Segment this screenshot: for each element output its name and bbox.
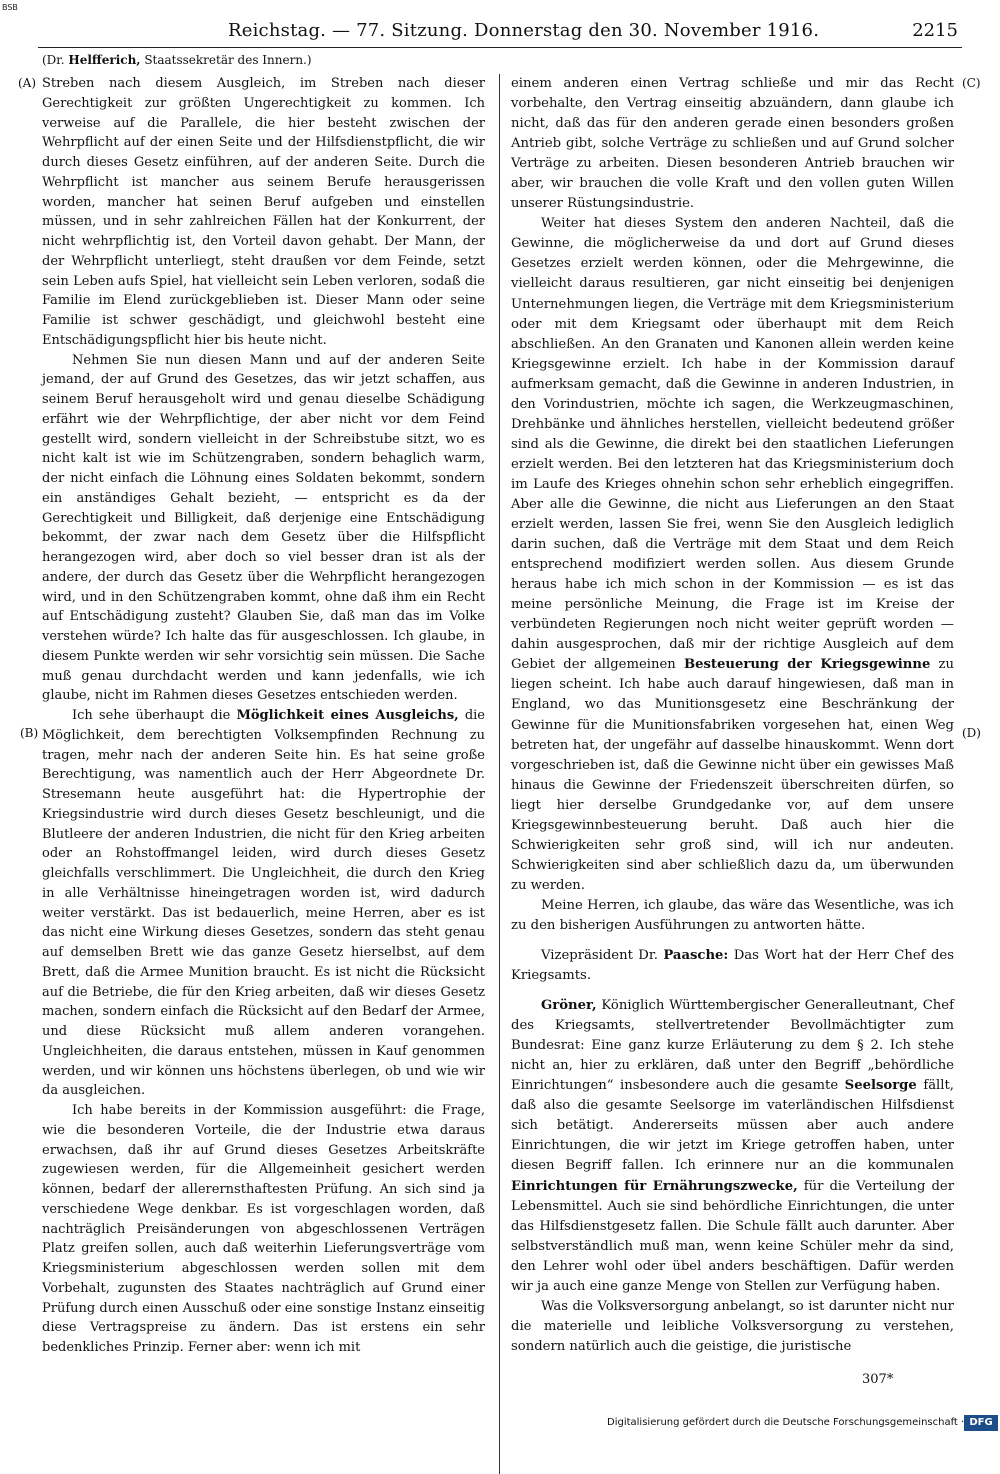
left-column [42,74,485,1358]
paragraph: Meine Herren, ich glaube, das wäre das Wesentliche, was ich zu den bisherigen Ausführungen zu antworten hätte. [511,897,954,933]
paragraph: Was die Volksversorgung anbelangt, so ist darunter nicht nur die materielle und leibliche Volksversorgung zu verstehen, sondern natürlich auch die geistige, die juristische [511,1298,954,1354]
signature-mark: 307* [862,1372,894,1387]
speaker-name: Gröner, [541,998,597,1014]
margin-mark-a: (A) [18,76,37,90]
speaker-name: Paasche: [663,948,729,964]
margin-mark-d: (D) [962,726,981,740]
column-divider [499,74,500,1474]
speaker-name: Helfferich, [68,53,141,67]
margin-mark-c: (C) [962,76,981,90]
emphasis: Einrichtungen für Ernährungszwecke, [511,1178,798,1194]
emphasis: Besteuerung der Kriegsgewinne [683,657,931,673]
header-rule [38,47,962,48]
paragraph: Streben nach diesem Ausgleich, im Streben nach dieser Gerechtigkeit zur größten Ungerechtigkeit zu kommen. Ich verweise auf die Parallele, die hier besteht zwischen der Wehrpflicht auf der einen Seite und der Hilfsdienstpflicht, die wir durch dieses Gesetz einführen, auf der anderen Seite. Durch die Wehrpflicht ist mancher aus seinem Berufe herausgerissen worden, mancher hat seinen Beruf aufgeben und einstellen müssen, und in sehr zahlreichen Fällen hat der Konkurrent, der nicht wehrpflichtig ist, den Vorteil davon gehabt. Der Mann, der der Wehrpflicht unterliegt, steht draußen vor dem Feinde, setzt sein Leben aufs Spiel, hat vielleicht sein Leben verloren, sodaß die Familie im Elend zurückgeblieben ist. Dieser Mann oder seine Familie ist schwer geschädigt, und gleichwohl besteht eine Entschädigungspflicht hier bis heute nicht. [42,76,485,348]
paragraph: Gröner, Königlich Württembergischer Generalleutnant, Chef des Kriegsamts, stellvertretender Bevollmächtigter zum Bundesrat: Eine ganz kurze Erläuterung zu dem § 2. Ich stehe nicht an, hier zu erklären, daß unter den Begriff „behördliche Einrichtungen“ insbesondere auch die gesamte Seelsorge fällt, daß also die gesamte Seelsorge im vaterländischen Hilfsdienst sich betätigt. Andererseits müssen aber auch andere Einrichtungen, die wir jetzt im Kriege getroffen haben, unter diesen Begriff fallen. Ich erinnere nur an die kommunalen Einrichtungen für Ernährungszwecke, für die Verteilung der Lebensmittel. Auch sie sind behördliche Einrichtungen, die unter das Hilfsdienstgesetz fallen. Die Schule fällt auch darunter. Aber selbstverständlich muß man, wenn keine Schüler mehr da sind, den Lehrer wohl oder übel anders beschäftigen. Dafür werden wir ja auch eine ganze Menge von Stellen zur Verfügung haben. [511,998,954,1294]
page-number: 2215 [912,20,958,41]
page-header [0,20,1000,46]
paragraph: Ich habe bereits in der Kommission ausgeführt: die Frage, wie die besonderen Vorteile, die der Industrie etwa daraus erwachsen, daß ihr auf Grund dieses Gesetzes Arbeitskräfte zugewiesen werden, für die Allgemeinheit gesichert werden können, bedarf der allerernsthaftesten Prüfung. An sich sind ja verschiedene Wege denkbar. Es ist vorgeschlagen worden, daß nachträglich Preisänderungen von abgeschlossenen Verträgen Platz greifen sollen, auch daß weiterhin Lieferungsverträge vom Kriegsministerium abgeschlossen werden sollen mit dem Vorbehalt, zugunsten des Staates nachträglich auf Grund einer Prüfung durch einen Ausschuß oder eine sonstige Instanz einseitig diese Vertragspreise zu ändern. Das ist erstens ein sehr bedenkliches Prinzip. Ferner aber: wenn ich mit [42,1103,485,1355]
paragraph: Weiter hat dieses System den anderen Nachteil, daß die Gewinne, die möglicherweise da und dort auf Grund dieses Gesetzes erzielt werden können, oder die Mehrgewinne, die vielleicht daraus resultieren, gar nicht einseitig bei denjenigen Unternehmungen liegen, die Verträge mit dem Kriegsministerium oder mit dem Kriegsamt oder überhaupt mit dem Reich abschließen. An den Granaten und Kanonen allein werden keine Kriegsgewinne erzielt. Ich habe in der Kommission darauf aufmerksam gemacht, daß die Gewinne in anderen Industrien, in den Vorindustrien, möchte ich sagen, die Werkzeugmaschinen, Drehbänke und ähnliches herstellen, vielleicht bedeutend größer sind als die Gewinne, die direkt bei den staatlichen Lieferungen erzielt werden. Bei den letzteren hat das Kriegsministerium doch im Laufe des Krieges ohnehin schon sehr erheblich eingegriffen. Aber alle die Gewinne, die nicht aus Lieferungen an den Staat erzielt werden, lassen Sie frei, wenn Sie den Ausgleich lediglich darin suchen, daß die Verträge mit dem Staat und dem Reich entsprechend modifiziert werden sollen. Aus diesem Grunde heraus habe ich mich schon in der Kommission — es ist das meine persönliche Meinung, die Frage ist im Kreise der verbündeten Regierungen noch nicht weiter geprüft worden — dahin ausgesprochen, daß mir der richtige Ausgleich auf dem Gebiet der allgemeinen Besteuerung der Kriegsgewinne zu liegen scheint. Ich habe auch darauf hingewiesen, daß man in England, wo das Munitionsgesetz eine Beschränkung der Gewinne für die Munitionsfabriken vorgesehen hat, einen Weg betreten hat, der ungefähr auf dasselbe hinauskommt. Wenn dort vorgeschrieben ist, daß die Gewinne nicht über ein gewisses Maß hinaus die Gewinne der Friedenszeit überschreiten dürfen, so liegt hier derselbe Grundgedanke vor, auf dem unsere Kriegsgewinnbesteuerung beruht. Daß auch hier die Schwierigkeiten sehr groß sind, will ich nur andeuten. Schwierigkeiten sind aber schließlich dazu da, um überwunden zu werden. [511,216,954,893]
bsb-watermark: BSB [2,3,18,12]
paragraph: einem anderen einen Vertrag schließe und mir das Recht vorbehalte, den Vertrag einseitig abzuändern, dann glaube ich nicht, daß das für den anderen gerade einen besonders großen Antrieb gibt, solche Verträge zu schließen und auf Grund solcher Verträge zu arbeiten. Diesen besonderen Antrieb brauchen wir aber, wir brauchen die volle Kraft und den vollen guten Willen unserer Rüstungsindustrie. [511,76,954,212]
dfg-logo: DFG [964,1415,998,1431]
paragraph: Nehmen Sie nun diesen Mann und auf der anderen Seite jemand, der auf Grund des Gesetzes, das wir jetzt schaffen, aus seinem Beruf herausgeholt wird und genau dieselbe Schädigung erfährt wie der Wehrpflichtige, der aber nicht vor dem Feind gestellt wird, sondern vielleicht in der Schreibstube sitzt, wo es nicht kalt ist wie im Schützengraben, sondern behaglich warm, der nicht einfach die Löhnung eines Soldaten bekommt, sondern ein anständiges Gehalt bezieht, — entspricht es da der Gerechtigkeit und Billigkeit, daß derjenige eine Entschädigung bekommt, der zwar nach dem Gesetz über die Hilfspflicht herangezogen wird, aber doch so viel besser dran ist als der andere, der durch das Gesetz über die Wehrpflicht herangezogen wird, und in den Schützengraben kommt, ohne daß ihm ein Recht auf Entschädigung zusteht? Glauben Sie, daß man das im Volke verstehen würde? Ich halte das für ausgeschlossen. Ich glaube, in diesem Punkte werden wir sehr vorsichtig sein müssen. Die Sache muß genau durchdacht werden und kann jedenfalls, wie ich glaube, nicht im Rahmen dieses Gesetzes entschieden werden. [42,352,485,704]
right-column [511,74,954,1357]
paragraph: Ich sehe überhaupt die Möglichkeit eines Ausgleichs, die Möglichkeit, dem berechtigten Volksempfinden Rechnung zu tragen, mehr nach der anderen Seite hin. Es hat seine große Berechtigung, was namentlich auch der Herr Abgeordnete Dr. Stresemann heute ausgeführt hat: die Hypertrophie der Kriegsindustrie wird durch dieses Gesetz beschleunigt, und die Blutleere der anderen Industrien, die nicht für den Krieg arbeiten oder an Rohstoffmangel leiden, wird durch dieses Gesetz gleichfalls verschlimmert. Die Ungleichheit, die durch den Krieg in alle Verhältnisse hineingetragen worden ist, wird dadurch weiter verstärkt. Das ist bedauerlich, meine Herren, aber es ist das nicht eine Wirkung dieses Gesetzes, sondern das steht genau auf demselben Brett wie das ganze Gesetz hierselbst, auf dem Brett, daß die Armee Munition braucht. Es ist nicht die Rücksicht auf die Betriebe, die für den Krieg arbeiten, daß wir dieses Gesetz machen, sondern einfach die Rücksicht auf den Bedarf der Armee, und diese Rücksicht muß allem anderen vorangehen. Ungleichheiten, die daraus entstehen, müssen in Kauf genommen werden, und wir können uns höchstens überlegen, ob und wie wir da ausgleichen. [42,708,485,1099]
margin-mark-b: (B) [20,726,39,740]
header-title: Reichstag. — 77. Sitzung. Donnerstag den 30. November 1916. [228,20,820,41]
emphasis: Seelsorge [844,1078,917,1094]
digitization-note: Digitalisierung gefördert durch die Deutsche Forschungsgemeinschaft · [607,1417,965,1428]
emphasis: Möglichkeit eines Ausgleichs, [236,708,459,723]
paragraph: Vizepräsident Dr. Paasche: Das Wort hat der Herr Chef des Kriegsamts. [511,948,954,984]
speaker-subtitle: (Dr. Helfferich, Staatssekretär des Innern.) [42,53,312,67]
